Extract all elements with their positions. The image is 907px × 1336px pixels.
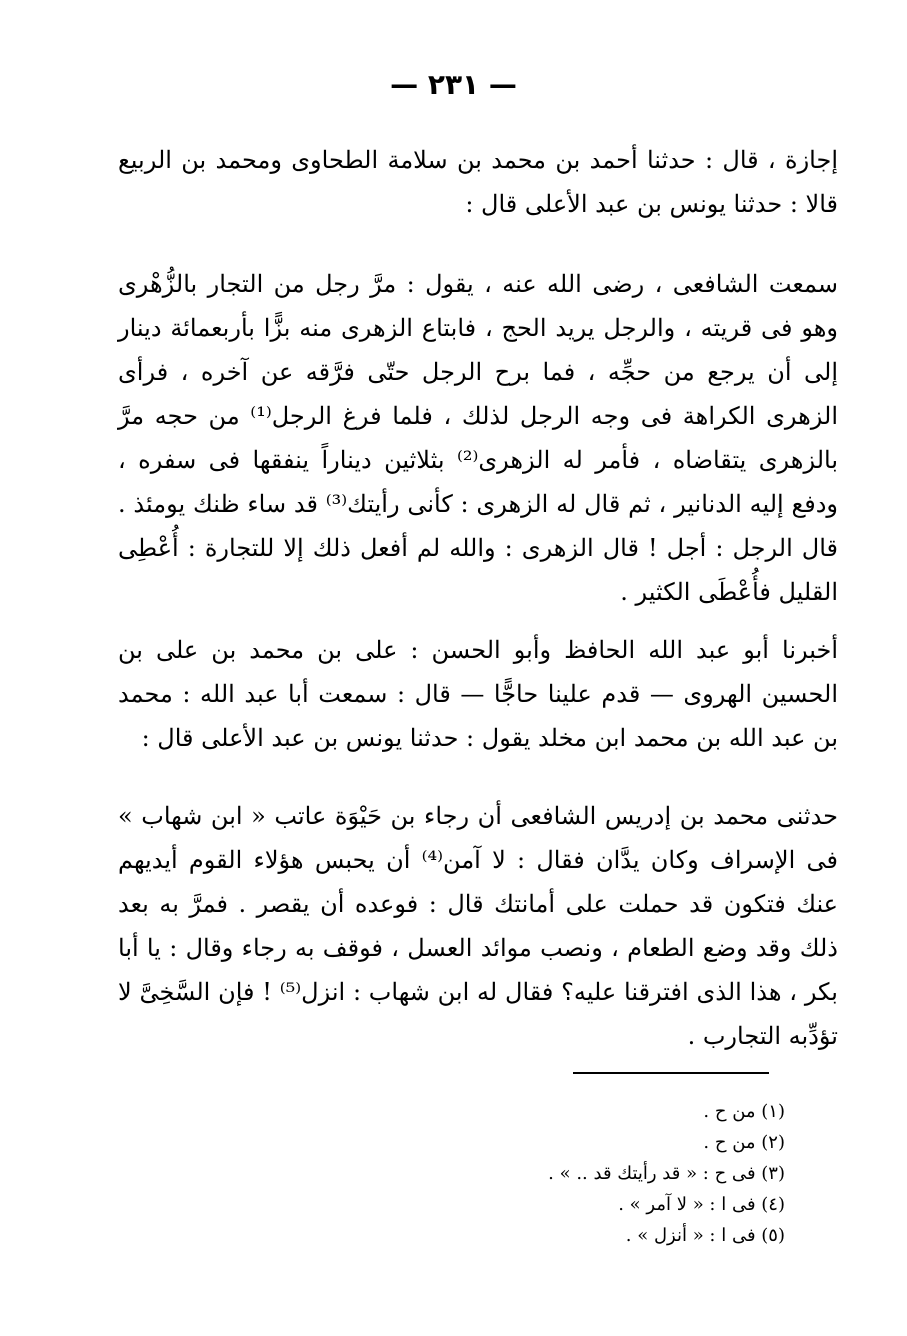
- paragraph-4: [118, 794, 838, 1058]
- paragraph-text: سمعت الشافعى ، رضى الله عنه ، يقول : مرَّ رجل من التجار بالزُّهْرى وهو فى قريته ، والرجل يريد الحج ، فابتاع الزهرى منه بزًّا بأربعمائة دينار إلى أن يرجع من حجِّه ، فما برح الرجل حتّى فرَّقه عن آخره ، فرأى الزهرى الكراهة فى وجه الرجل لذلك ، فلما فرغ الرجل⁽¹⁾ من حجه مرَّ بالزهرى يتقاضاه ، فأمر له الزهرى⁽²⁾ بثلاثين ديناراً ينفقها فى سفره ، ودفع إليه الدنانير ، ثم قال له الزهرى : كأنى رأيتك⁽³⁾ قد ساء ظنك يومئذ . قال الرجل : أجل ! قال الزهرى : والله لم أفعل ذلك إلا للتجارة : أُعْطِى القليل فأُعْطَى الكثير .: [118, 270, 839, 606]
- footnotes-list: [300, 1096, 785, 1251]
- footnote-divider: [573, 1072, 769, 1074]
- footnote-4: (٤) فى ا : « لا آمر » .: [618, 1194, 785, 1215]
- paragraph-2: [118, 262, 838, 614]
- paragraph-text: إجازة ، قال : حدثنا أحمد بن محمد بن سلامة الطحاوى ومحمد بن الربيع قالا : حدثنا يونس بن عبد الأعلى قال :: [118, 146, 838, 218]
- paragraph-3: [118, 628, 838, 760]
- paragraph-text: حدثنى محمد بن إدريس الشافعى أن رجاء بن حَيْوَة عاتب « ابن شهاب » فى الإسراف وكان يدَّان فقال : لا آمن⁽⁴⁾ أن يحبس هؤلاء القوم أيديهم عنك فتكون قد حملت على أمانتك قال : فوعده أن يقصر . فمرَّ به بعد ذلك وقد وضع الطعام ، ونصب موائد العسل ، فوقف به رجاء وقال : يا أبا بكر ، هذا الذى افترقنا عليه؟ فقال له ابن شهاب : انزل⁽⁵⁾ ! فإن السَّخِىَّ لا تؤدِّبه التجارب .: [118, 802, 839, 1050]
- footnote-2: (٢) من ح .: [703, 1132, 785, 1153]
- page-number: — ٢٣١ —: [390, 68, 517, 101]
- footnote-3: (٣) فى ح : « قد رأيتك قد .. » .: [548, 1163, 785, 1184]
- paragraph-1: [118, 138, 838, 226]
- footnote-5: (٥) فى ا : « أنزل » .: [625, 1225, 785, 1246]
- footnote-1: (١) من ح .: [703, 1101, 785, 1122]
- paragraph-text: أخبرنا أبو عبد الله الحافظ وأبو الحسن : على بن محمد بن على بن الحسين الهروى — قدم علينا حاجًّا — قال : سمعت أبا عبد الله : محمد بن عبد الله بن محمد ابن مخلد يقول : حدثنا يونس بن عبد الأعلى قال :: [118, 636, 838, 752]
